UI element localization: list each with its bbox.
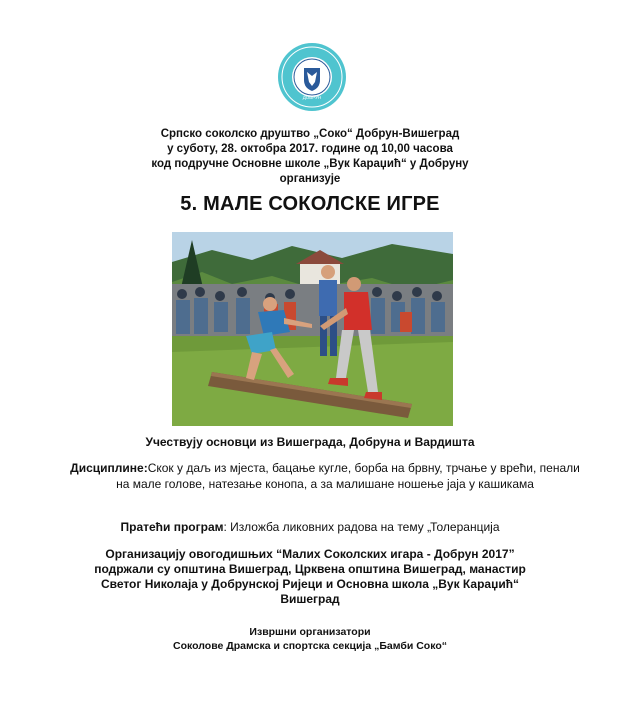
sponsors-line-2: подржали су општина Вишеград, Црквена општина Вишеград, манастир (94, 562, 526, 576)
intro-line-organizes: организује (279, 173, 341, 185)
executors-heading: Извршни организатори (249, 626, 371, 638)
sokol-society-emblem-icon (277, 42, 347, 112)
sponsors-block (60, 547, 560, 607)
sokol-society-logo (277, 42, 347, 112)
event-title: 5. МАЛЕ СОКОЛСКЕ ИГРЕ (180, 193, 440, 215)
logo-inner-text: ДОБРУН (302, 95, 322, 100)
intro-block (0, 127, 620, 187)
disciplines-paragraph (70, 460, 580, 492)
sponsors-line-4: Вишеград (280, 592, 340, 606)
executive-organizers (0, 625, 620, 653)
program-text: : Изложба ликовних радова на тему „Толеранција (223, 520, 500, 534)
sponsors-line-1: Организацију овогодишњих “Малих Соколских игара - Добрун 2017” (105, 547, 515, 561)
intro-line-organizer: Српско соколско друштво „Соко“ Добрун-Вишеград (160, 128, 460, 140)
tug-of-war-on-log-photo-icon (172, 232, 453, 426)
event-photo (172, 232, 453, 426)
executors-names: Соколове Драмска и спортска секција „Бамби Соко“ (172, 640, 447, 652)
intro-line-location: код подручне Основне школе „Вук Караџић“ у Добруну (151, 158, 469, 170)
accompanying-program (0, 520, 620, 534)
disciplines-text: Скок у даљ из мјеста, бацање кугле, борба на брвну, трчање у врећи, пенали на мале голове, натезање конопа, а за малишане ношење јаја у кашикама (116, 461, 580, 491)
sponsors-line-3: Светог Николаја у Добрунској Ријеци и Основна школа „Вук Караџић“ (100, 577, 520, 591)
intro-line-date: у суботу, 28. октобра 2017. године од 10,00 часова (167, 143, 453, 155)
program-label: Пратећи програм (120, 520, 224, 534)
disciplines-label: Дисциплине: (70, 461, 148, 475)
participants-line: Учествују основци из Вишеграда, Добруна и Вардишта (145, 435, 475, 449)
